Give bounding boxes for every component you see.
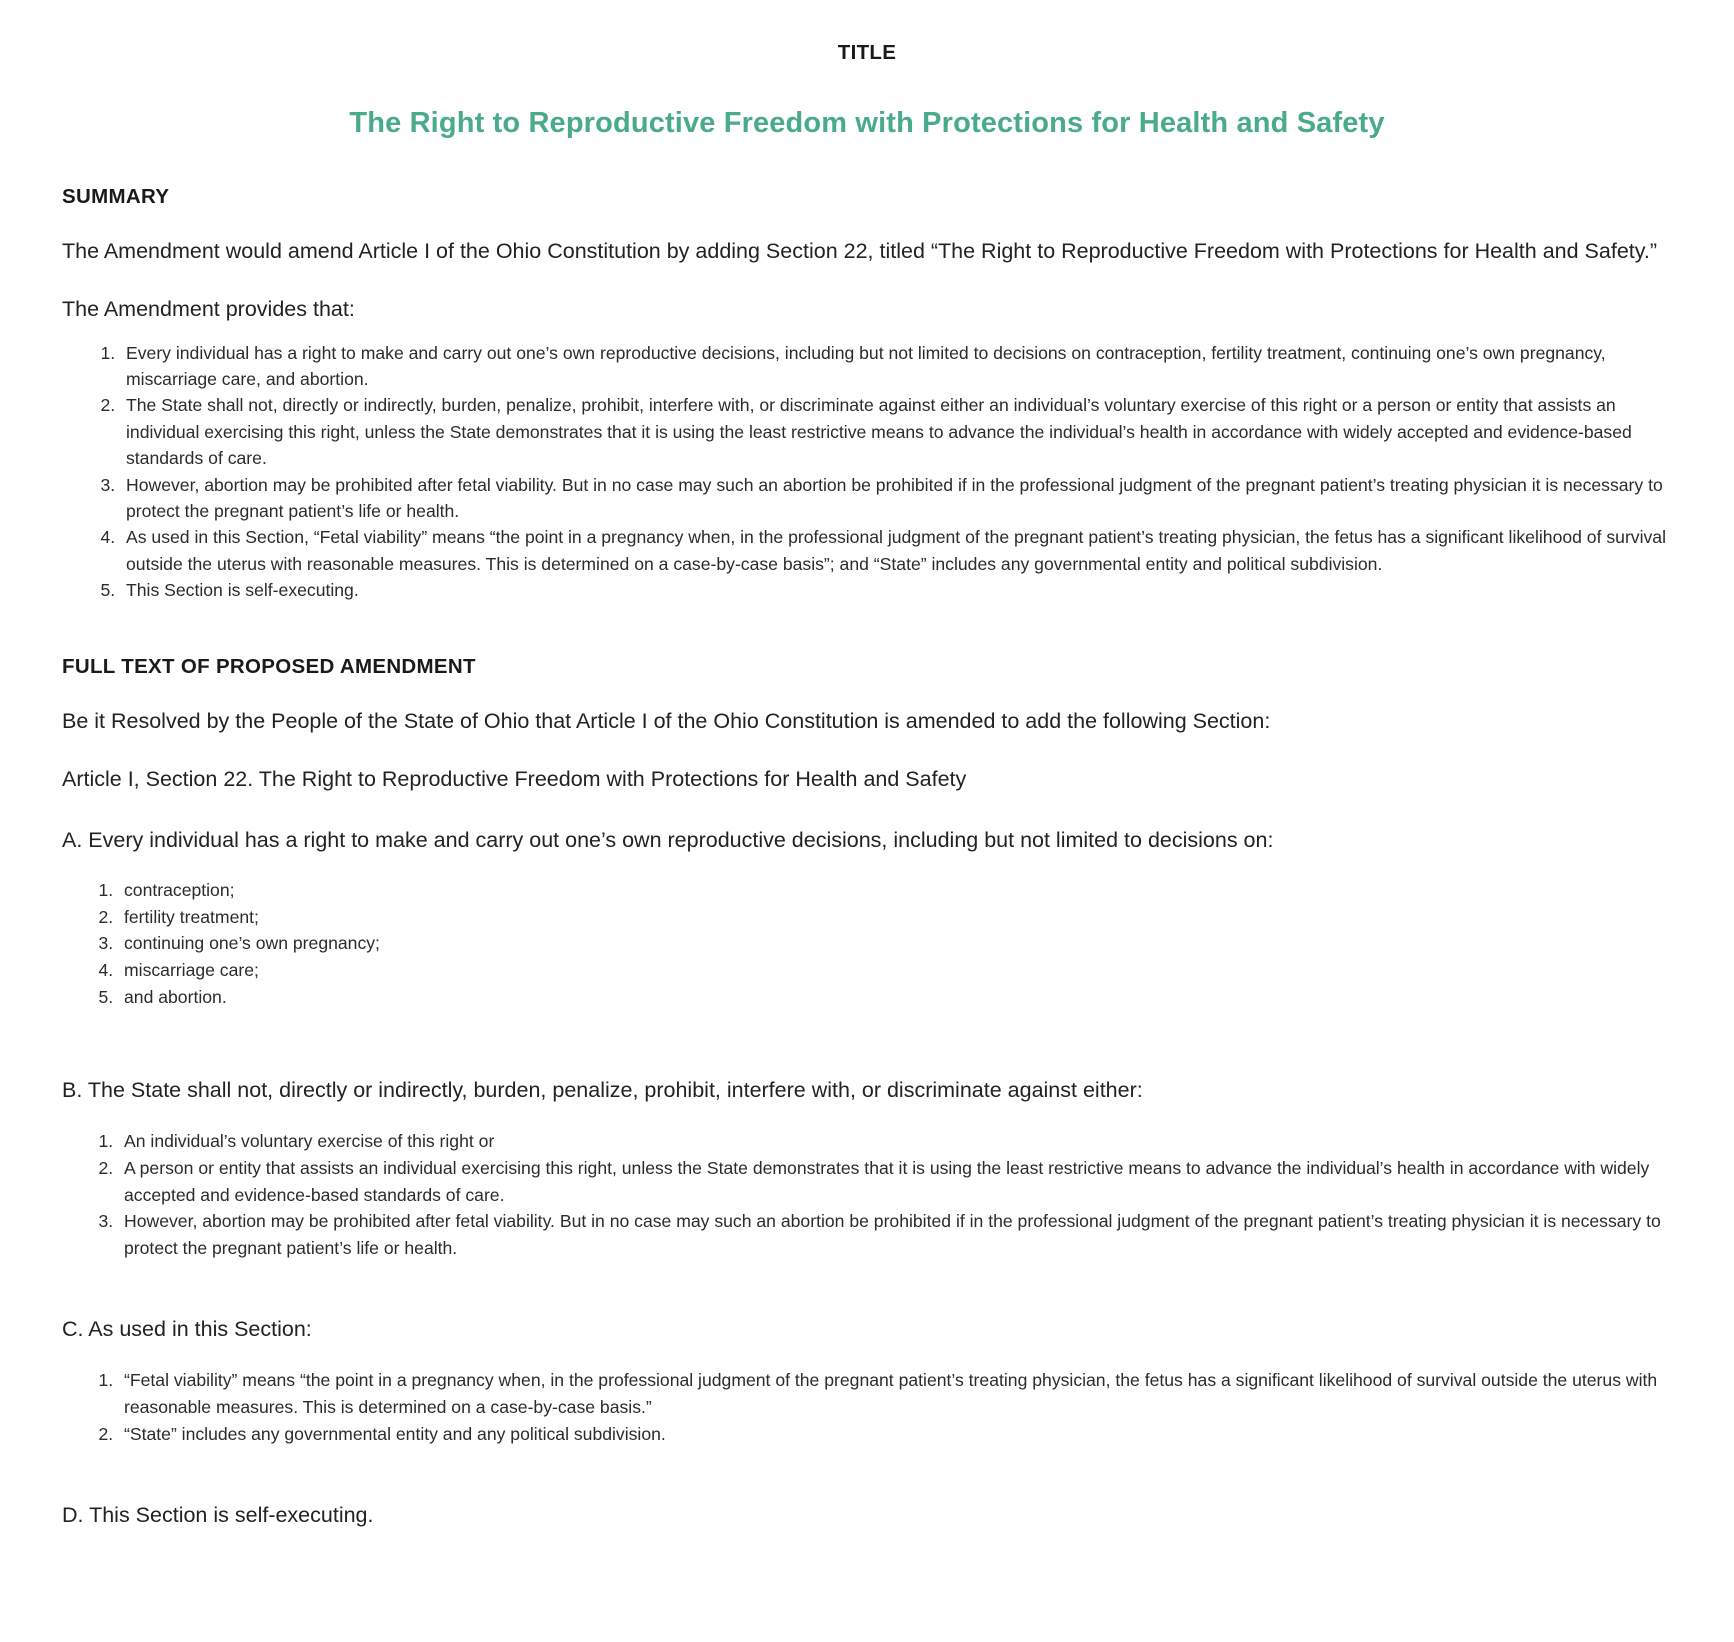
list-item: 1. Every individual has a right to make and carry out one’s own reproductive decisions, including but not limited to decisions on contraception, fertility treatment, continuing one’s own pregnancy, miscarriage care, and abortion. bbox=[120, 340, 1672, 393]
list-item: 1. contraception; bbox=[118, 877, 1672, 904]
full-text-heading: FULL TEXT OF PROPOSED AMENDMENT bbox=[62, 654, 476, 678]
spacer bbox=[62, 1262, 1672, 1284]
document-title: The Right to Reproductive Freedom with Protections for Health and Safety bbox=[349, 106, 1385, 139]
list-item: 5. This Section is self-executing. bbox=[120, 577, 1672, 603]
spacer bbox=[62, 1448, 1672, 1470]
list-item: 3. However, abortion may be prohibited after fetal viability. But in no case may such an abortion be prohibited if in the professional judgment of the pregnant patient’s treating physician it is necessary to protect the pregnant patient’s life or health. bbox=[118, 1208, 1672, 1261]
list-item: 1. “Fetal viability” means “the point in a pregnancy when, in the professional judgment of the pregnant patient’s treating physician, the fetus has a significant likelihood of survival outside the uterus with reasonable measures. This is determined on a case-by-case basis.” bbox=[118, 1367, 1672, 1420]
list-item: 3. continuing one’s own pregnancy; bbox=[118, 930, 1672, 957]
summary-heading: SUMMARY bbox=[62, 184, 170, 208]
list-item: 2. “State” includes any governmental entity and any political subdivision. bbox=[118, 1421, 1672, 1448]
list-item: 2. The State shall not, directly or indirectly, burden, penalize, prohibit, interfere with, or discriminate against either an individual’s voluntary exercise of this right or a person or entity that assists an individual exercising this right, unless the State demonstrates that it is using the least restrictive means to advance the individual’s health in accordance with widely accepted and evidence-based standards of care. bbox=[120, 392, 1672, 471]
resolution-paragraph: Be it Resolved by the People of the State of Ohio that Article I of the Ohio Constitution is amended to add the following Section: bbox=[62, 709, 1271, 734]
section-a-list bbox=[62, 877, 1672, 1011]
spacer bbox=[62, 1011, 1672, 1045]
summary-paragraph-1: The Amendment would amend Article I of the Ohio Constitution by adding Section 22, titled “The Right to Reproductive Freedom with Protections for Health and Safety.” bbox=[62, 239, 1658, 264]
list-item: 2. fertility treatment; bbox=[118, 904, 1672, 931]
list-item: 2. A person or entity that assists an individual exercising this right, unless the State demonstrates that it is using the least restrictive means to advance the individual’s health in accordance with widely accepted and evidence-based standards of care. bbox=[118, 1155, 1672, 1208]
section-a-lead: A. Every individual has a right to make and carry out one’s own reproductive decisions, including but not limited to decisions on: bbox=[62, 828, 1274, 853]
section-c-lead: C. As used in this Section: bbox=[62, 1316, 312, 1341]
section-b-lead: B. The State shall not, directly or indirectly, burden, penalize, prohibit, interfere with, or discriminate against either: bbox=[62, 1077, 1143, 1102]
summary-paragraph-2: The Amendment provides that: bbox=[62, 297, 355, 322]
section-c-list bbox=[62, 1367, 1672, 1447]
article-line: Article I, Section 22. The Right to Reproductive Freedom with Protections for Health and Safety bbox=[62, 766, 967, 791]
list-item: 4. As used in this Section, “Fetal viability” means “the point in a pregnancy when, in the professional judgment of the pregnant patient’s treating physician, the fetus has a significant likelihood of survival outside the uterus with reasonable measures. This is determined on a case-by-case basis”; and “State” includes any governmental entity and political subdivision. bbox=[120, 524, 1672, 577]
list-item: 3. However, abortion may be prohibited after fetal viability. But in no case may such an abortion be prohibited if in the professional judgment of the pregnant patient’s treating physician it is necessary to protect the pregnant patient’s life or health. bbox=[120, 472, 1672, 525]
section-d-lead: D. This Section is self-executing. bbox=[62, 1502, 374, 1527]
list-item: 5. and abortion. bbox=[118, 984, 1672, 1011]
list-item: 4. miscarriage care; bbox=[118, 957, 1672, 984]
section-b-list bbox=[62, 1128, 1672, 1262]
document-label: TITLE bbox=[837, 41, 897, 64]
list-item: 1. An individual’s voluntary exercise of this right or bbox=[118, 1128, 1672, 1155]
summary-provisions-list bbox=[62, 340, 1672, 604]
